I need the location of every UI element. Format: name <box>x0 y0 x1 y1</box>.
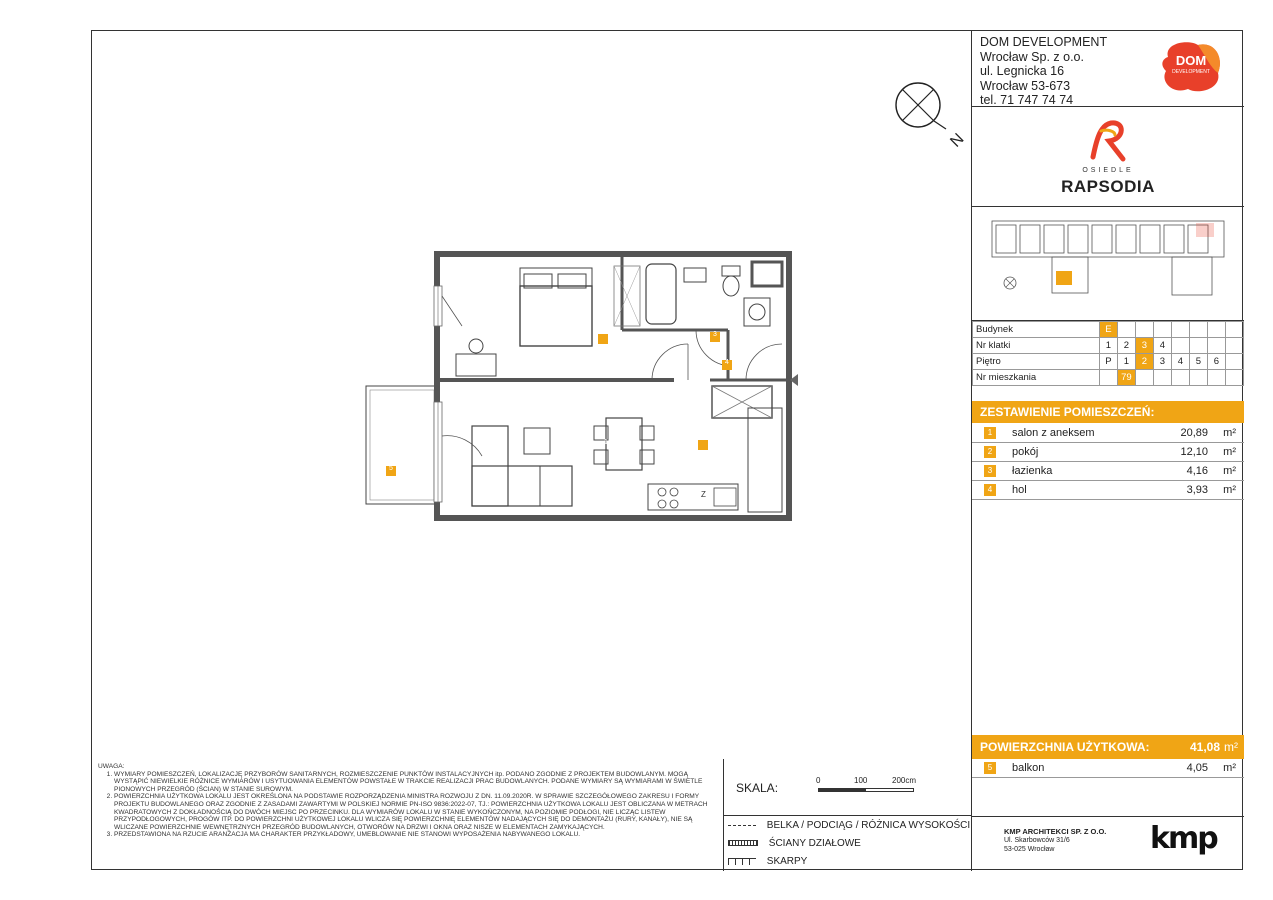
location-table <box>972 321 1244 386</box>
room-number: 3 <box>984 465 996 477</box>
staircase-label: Nr klatki <box>973 338 1100 354</box>
legend-label: BELKA / PODCIĄG / RÓŻNICA WYSOKOŚCI <box>766 820 971 831</box>
dom-logo-text: DOM <box>1175 53 1207 68</box>
site-key-plan <box>972 207 1244 321</box>
scale-tick-200: 200cm <box>892 776 917 785</box>
usable-area-label: POWIERZCHNIA UŻYTKOWA: <box>980 740 1150 754</box>
dom-logo-subtext: DEVELOPMENT <box>1172 69 1210 75</box>
room-unit: m² <box>1223 465 1236 477</box>
estate-branding <box>972 107 1244 207</box>
room-area: 20,89 <box>1180 427 1208 439</box>
room-row <box>972 462 1244 481</box>
plan-label-1: 1 <box>604 439 608 446</box>
room-name: salon z aneksem <box>1012 427 1095 439</box>
balcony-row <box>972 759 1244 778</box>
architect-street: Ul. Skarbowców 31/6 <box>1004 837 1070 844</box>
scale-bar <box>818 788 914 792</box>
floor-cell: 6 <box>1207 354 1225 370</box>
developer-line: tel. 71 747 74 74 <box>980 93 1074 107</box>
room-number: 1 <box>984 427 996 439</box>
note-item: 2. POWIERZCHNIA UŻYTKOWA LOKALU JEST OKREŚLONA NA PODSTAWIE ROZPORZĄDZENIA MINISTRA ROZWOJU Z DN. 11.09.2020R. W SPRAWIE SZCZEGÓŁOWEGO ZAKRESU I FORMY PROJEKTU BUDOWLANEGO ORAZ ZGODNIE Z ZASADAMI ZAWARTYMI W POLSKIEJ NORMIE PN-ISO 9836:2022-07, TJ.: POWIERZCHNIA UŻYTKOWA LOKALU JEST OBLICZANA W METRACH KWADRATOWYCH Z DOKŁADNOŚCIĄ DO DWÓCH MIEJSC PO PRZECINKU. DLA WYMIARÓW LOKALU W STANIE WYKOŃCZONYM, NA POZIOMIE PODŁOGI, NIE LICZĄC LISTEW PRZYPODŁOGOWYCH, PROGÓW ITP. DO POWIERZCHNI UŻYTKOWEJ LOKALU WLICZA SIĘ POWIERZCHNIĘ ELEMENTÓW NADAJĄCYCH SIĘ DO DEMONTAŻU (RURY, KANAŁY), NIE SĄ WLICZANE POWIERZCHNIE WEWNĘTRZNYCH PRZEGRÓD BUDOWLANYCH, OTWORÓW NA DRZWI I OKNA ORAZ NISZE W ELEMENTACH ZAMYKAJĄCYCH. <box>114 793 718 831</box>
scale-label: SKALA: <box>736 781 779 795</box>
developer-line: ul. Legnicka 16 <box>980 64 1065 78</box>
plan-label-5: 5 <box>389 465 393 472</box>
estate-name: RAPSODIA <box>1061 177 1155 196</box>
plan-label-2: 2 <box>701 333 705 340</box>
developer-line: DOM DEVELOPMENT <box>980 35 1108 49</box>
floor-plan <box>352 246 812 526</box>
staircase-cell-selected: 3 <box>1135 338 1153 354</box>
developer-address <box>980 35 1107 108</box>
building-value: E <box>1099 322 1117 338</box>
floor-cell-selected: 2 <box>1135 354 1153 370</box>
usable-area-value: 41,08 <box>1189 740 1220 754</box>
plan-label-4: 4 <box>725 359 729 366</box>
slope-icon <box>728 858 756 865</box>
floor-label: Piętro <box>973 354 1100 370</box>
balcony-unit: m² <box>1223 762 1236 774</box>
floor-cell: 3 <box>1153 354 1171 370</box>
apartment-label: Nr mieszkania <box>973 370 1100 386</box>
title-block <box>972 31 1244 871</box>
room-name: pokój <box>1012 446 1039 458</box>
hatched-wall-icon <box>728 840 758 846</box>
developer-line: Wrocław 53-673 <box>980 78 1071 93</box>
rapsodia-logo-icon <box>1087 117 1129 163</box>
balcony-name: balkon <box>1012 762 1045 774</box>
plan-area <box>92 31 972 759</box>
legend-label: ŚCIANY DZIAŁOWE <box>768 838 861 849</box>
room-row <box>972 424 1244 443</box>
apartment-value: 79 <box>1117 370 1135 386</box>
room-row <box>972 443 1244 462</box>
staircase-cell: 4 <box>1153 338 1171 354</box>
room-unit: m² <box>1223 484 1236 496</box>
room-unit: m² <box>1223 427 1236 439</box>
balcony-area: 4,05 <box>1186 762 1208 774</box>
notes-text <box>98 763 718 839</box>
note-item: 1. WYMIARY POMIESZCZEŃ, LOKALIZACJĘ PRZYBORÓW SANITARNYCH, ROZMIESZCZENIE PUNKTÓW INSTALACYJNYCH itp. PODANO ZGODNIE Z PROJEKTEM BUDOWLANYM. MOGĄ WYSTĄPIĆ NIEWIELKIE RÓŻNICE WYMIARÓW I USYTUOWANIA ELEMENTÓW POWSTAŁE W TRAKCIE REALIZACJI PRAC BUDOWLANYCH. PODANE WYMIARY SĄ WYMIARAMI W ŚWIETLE PIONOWYCH PRZEGRÓD (ŚCIAN) W STANIE SUROWYM. <box>114 771 718 794</box>
architect-box <box>972 816 1244 871</box>
scale-tick-100: 100 <box>854 776 868 785</box>
room-name: hol <box>1012 484 1027 496</box>
note-item: 3. PRZEDSTAWIONA NA RZUCIE ARANŻACJA MA CHARAKTER PRZYKŁADOWY, UMEBLOWANIE NIE STANOWI WYPOSAŻENIA NABYWANEGO LOKALU. <box>114 831 718 839</box>
developer-line: Wrocław Sp. z o.o. <box>980 49 1084 64</box>
legend-box <box>724 816 972 871</box>
dom-development-logo <box>1158 37 1224 95</box>
plan-z-label: Z <box>701 490 706 499</box>
room-number: 2 <box>984 446 996 458</box>
floor-cell: 1 <box>1117 354 1135 370</box>
floor-cell: P <box>1099 354 1117 370</box>
usable-area-row <box>972 735 1244 759</box>
legend-label: SKARPY <box>766 856 808 867</box>
staircase-cell: 2 <box>1117 338 1135 354</box>
compass-label: N <box>947 130 968 151</box>
room-area: 4,16 <box>1186 465 1208 477</box>
notes-title: UWAGA: <box>98 763 125 770</box>
room-area: 3,93 <box>1186 484 1208 496</box>
kmp-logo: kmp <box>1150 821 1217 856</box>
room-unit: m² <box>1223 446 1236 458</box>
estate-subtitle: OSIEDLE <box>1082 167 1134 174</box>
legend-row <box>728 856 807 867</box>
usable-area-unit: m² <box>1224 740 1238 754</box>
rooms-header: ZESTAWIENIE POMIESZCZEŃ: <box>972 401 1244 423</box>
architect-city: 53-025 Wrocław <box>1004 846 1055 853</box>
room-number: 4 <box>984 484 996 496</box>
drawing-sheet <box>91 30 1243 870</box>
architect-name: KMP ARCHITEKCI SP. Z O.O. <box>1004 827 1107 836</box>
dashed-line-icon <box>728 825 756 826</box>
developer-info <box>972 31 1244 107</box>
scale-box <box>724 759 972 816</box>
legend-row <box>728 838 861 849</box>
floor-cell: 4 <box>1171 354 1189 370</box>
room-name: łazienka <box>1012 465 1053 477</box>
room-area: 12,10 <box>1180 446 1208 458</box>
staircase-cell: 1 <box>1099 338 1117 354</box>
building-label: Budynek <box>973 322 1100 338</box>
floor-cell: 5 <box>1189 354 1207 370</box>
balcony-number: 5 <box>984 762 996 774</box>
notes-box <box>92 759 724 871</box>
room-row <box>972 481 1244 500</box>
plan-label-3: 3 <box>713 331 717 338</box>
legend-row <box>728 820 970 831</box>
scale-tick-0: 0 <box>816 776 821 785</box>
